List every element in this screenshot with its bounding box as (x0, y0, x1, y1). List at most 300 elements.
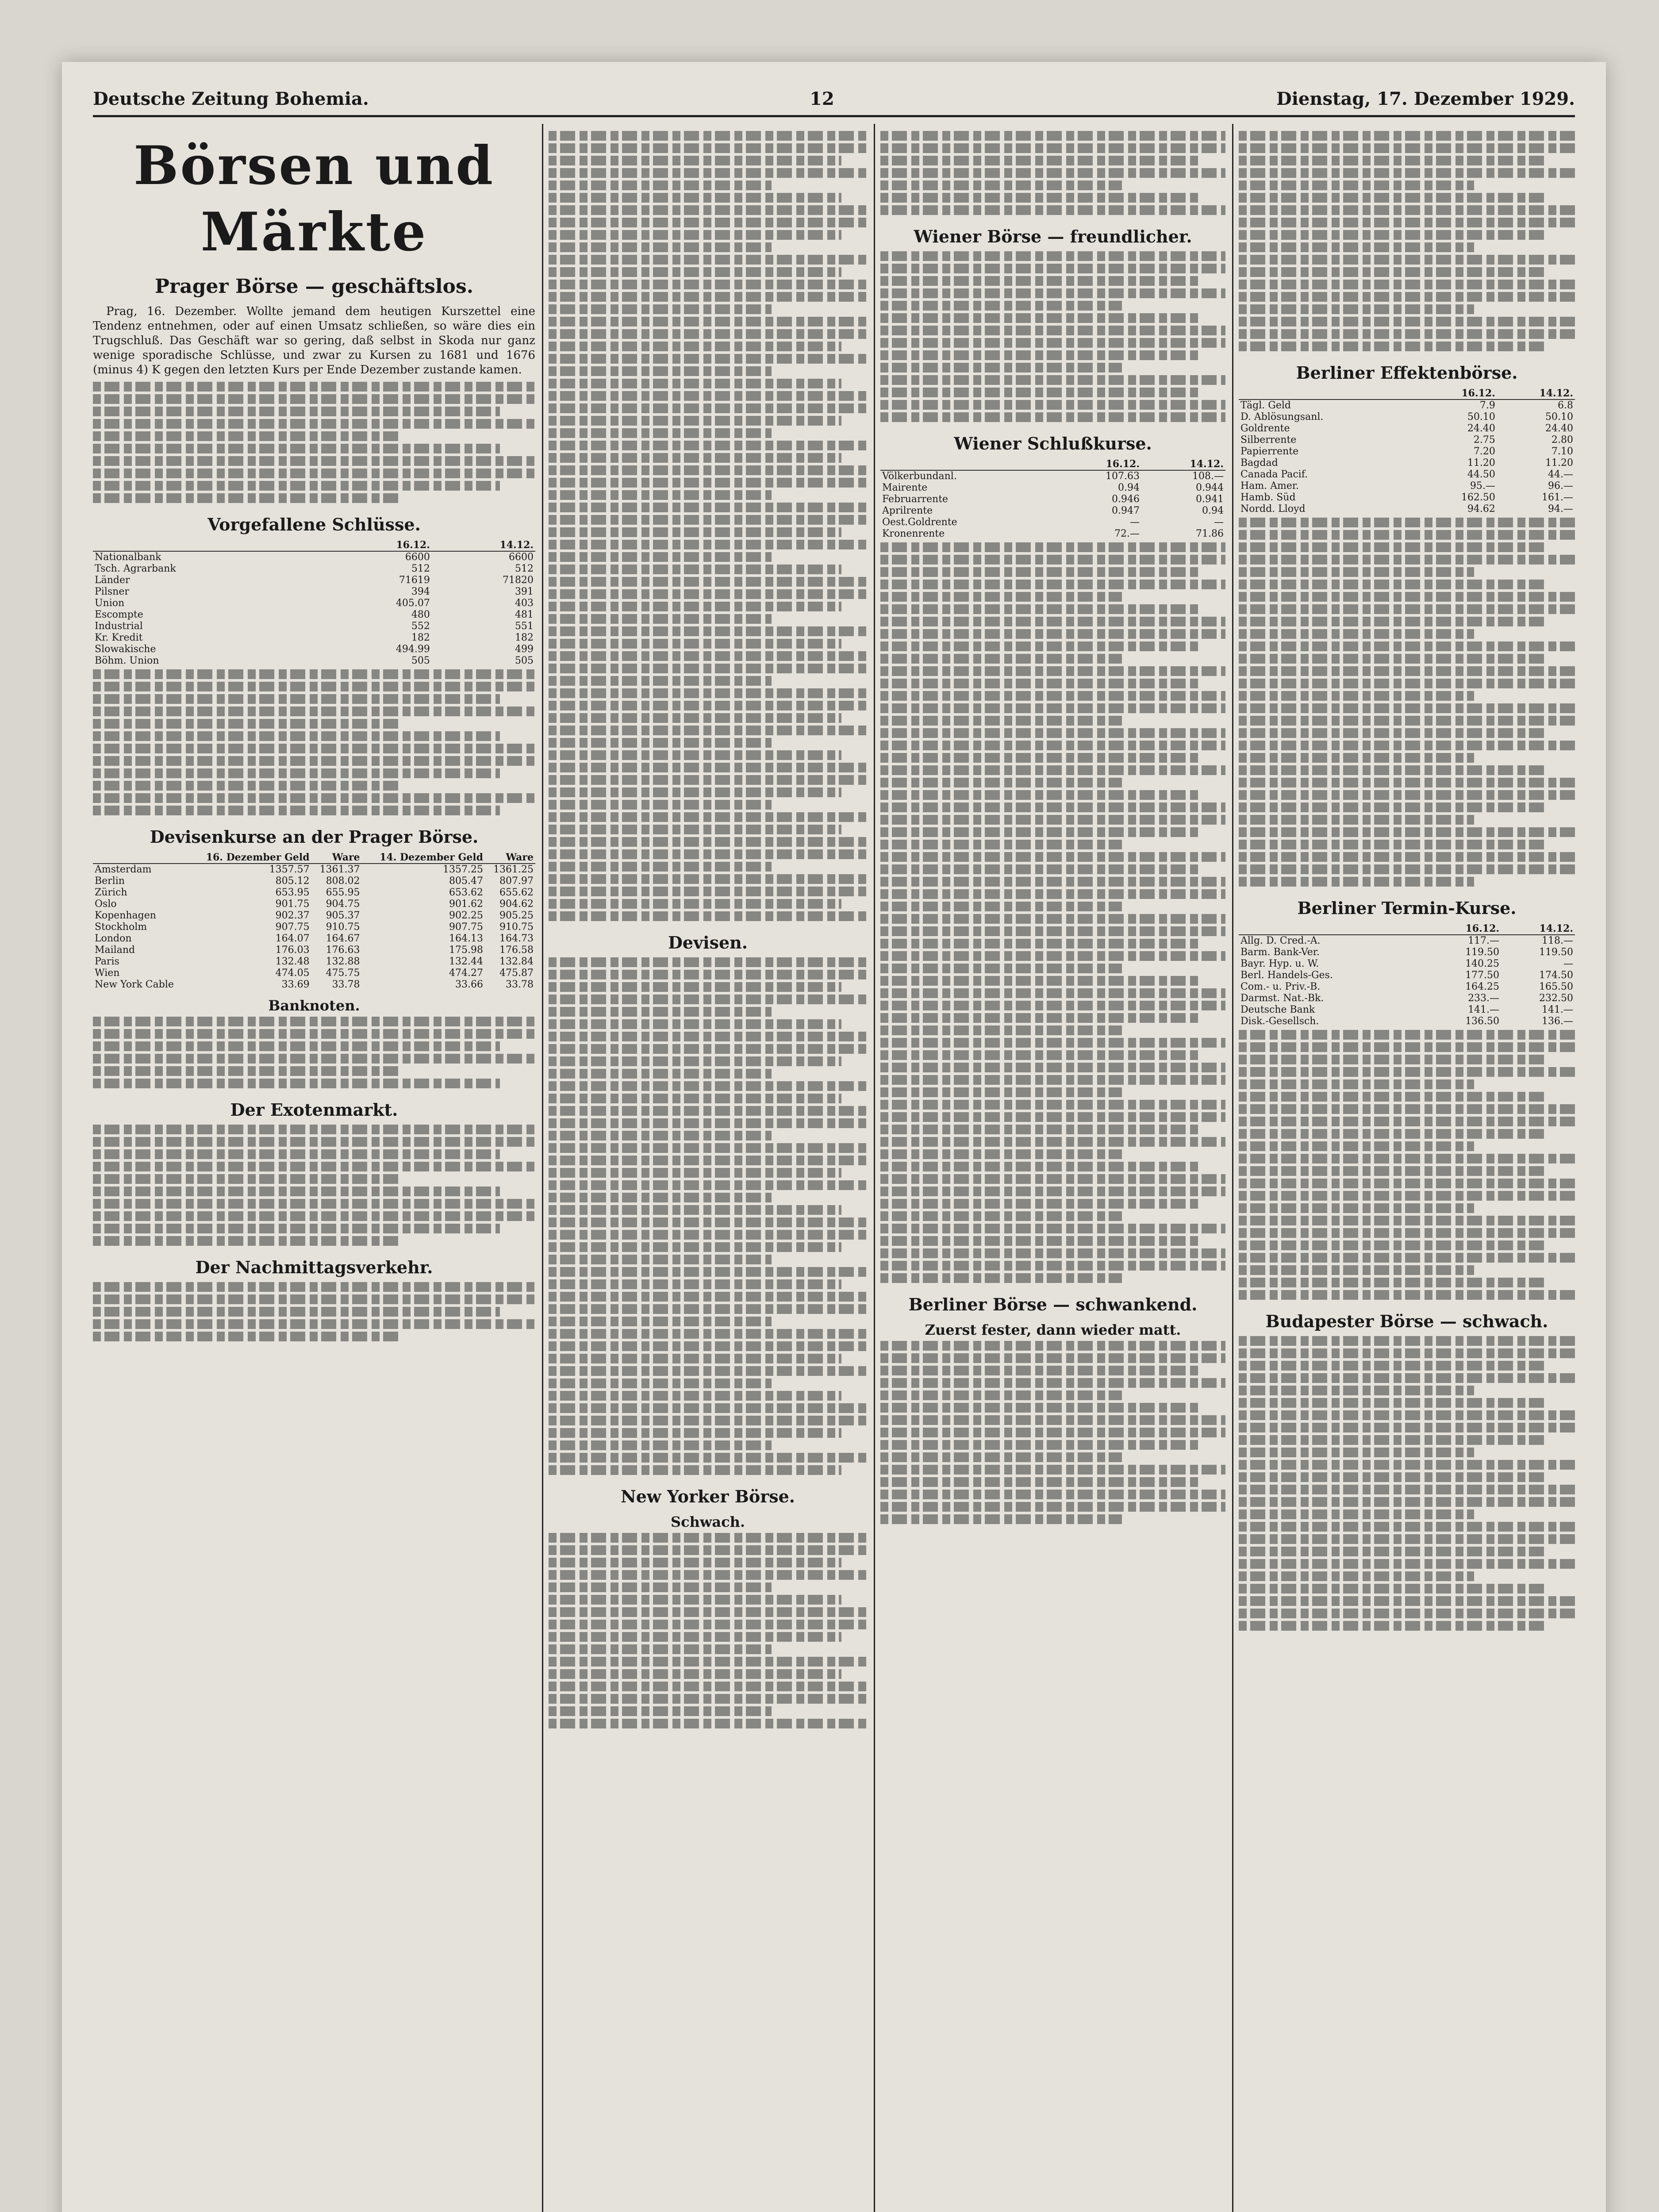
berlin-effects-table (1239, 388, 1575, 515)
text-line (549, 1719, 867, 1728)
table-cell: Berl. Handels-Ges. (1240, 970, 1333, 981)
text-line (1239, 143, 1575, 153)
table-cell: 11.20 (1545, 457, 1573, 469)
text-line (1239, 1398, 1548, 1408)
text-line (549, 957, 867, 967)
text-line (1239, 267, 1548, 277)
table-cell: 805.47 (449, 876, 484, 887)
table-cell: 904.75 (326, 899, 360, 910)
table-cell: Zürich (95, 887, 127, 898)
text-line (1239, 753, 1474, 763)
table-cell: 50.10 (1467, 411, 1495, 422)
text-line (93, 1319, 535, 1329)
text-line (93, 1187, 500, 1196)
text-line (549, 230, 841, 240)
table-row (1239, 935, 1575, 947)
text-line (549, 664, 867, 673)
text-line (93, 1211, 535, 1221)
text-line (93, 1294, 535, 1304)
table-cell: 0.946 (1112, 494, 1140, 505)
table-cell: 474.27 (449, 968, 484, 979)
article-text (93, 382, 535, 503)
text-line (1239, 156, 1548, 165)
text-line (93, 1162, 535, 1171)
text-line (880, 691, 1225, 701)
table-header-cell (1239, 388, 1419, 399)
table-cell: Tsch. Agrarbank (95, 563, 176, 574)
text-line (549, 552, 772, 562)
text-line (549, 280, 867, 289)
text-line (1239, 193, 1548, 203)
table-header-cell: 14.12. (1497, 388, 1575, 399)
text-line (549, 1403, 867, 1413)
text-line (1239, 1203, 1474, 1213)
text-line (549, 428, 772, 438)
text-line (880, 1149, 1122, 1159)
text-line (880, 778, 1122, 787)
table-cell: 176.58 (499, 945, 534, 956)
table-cell: Com.- u. Priv.-B. (1240, 981, 1321, 992)
text-line (880, 1514, 1122, 1524)
text-line (93, 682, 535, 691)
text-line (93, 1236, 403, 1246)
table-cell: Papierrente (1240, 446, 1299, 457)
text-line (880, 914, 1225, 924)
table-cell: 182 (411, 632, 430, 643)
text-line (549, 366, 772, 376)
table-row (93, 586, 535, 598)
table-row (1239, 958, 1575, 970)
text-line (549, 1533, 867, 1543)
text-line (880, 1502, 1225, 1512)
column-divider (542, 124, 543, 2212)
text-line (1239, 1092, 1548, 1102)
text-line (880, 1465, 1225, 1475)
text-line (1239, 666, 1575, 676)
text-line (1239, 1386, 1474, 1395)
text-line (1239, 1373, 1575, 1383)
text-line (1239, 728, 1548, 738)
section-devisen: Devisen. (668, 933, 748, 952)
text-line (1239, 242, 1474, 252)
text-line (880, 1440, 1198, 1450)
table-cell: 94.— (1548, 503, 1573, 515)
table-cell: — (1130, 517, 1140, 528)
table-row (880, 482, 1225, 494)
table-header-cell: 16.12. (328, 539, 432, 551)
table-cell: Allg. D. Cred.-A. (1240, 935, 1321, 946)
table-cell: 6600 (509, 552, 534, 563)
text-line (93, 768, 500, 778)
table-row (1239, 434, 1575, 446)
table-header-cell: 16.12. (1057, 458, 1141, 470)
column-4 (1239, 128, 1575, 2212)
table-cell: 512 (411, 563, 430, 574)
table-cell: 2.80 (1551, 434, 1573, 445)
text-line (880, 156, 1198, 165)
vienna-table (880, 458, 1225, 540)
text-line (880, 864, 1198, 874)
text-line (1239, 342, 1548, 351)
table-cell: 905.37 (326, 910, 360, 921)
text-line (880, 1261, 1225, 1271)
table-row (93, 621, 535, 632)
table-row (93, 910, 535, 922)
table-part (93, 852, 535, 864)
section-banknotes: Banknoten. (268, 997, 360, 1014)
table-cell: 174.50 (1539, 970, 1573, 981)
text-line (880, 1001, 1225, 1010)
text-line (1239, 1497, 1575, 1507)
text-line (1239, 852, 1575, 862)
text-line (880, 666, 1225, 676)
text-line (1239, 840, 1548, 849)
column-2 (549, 128, 867, 2212)
table-cell: London (95, 933, 132, 944)
text-line (1239, 1485, 1575, 1494)
text-line (880, 1162, 1198, 1171)
text-line (880, 288, 1225, 298)
table-cell: 44.— (1548, 469, 1573, 480)
section-berlin-term: Berliner Termin-Kurse. (1297, 898, 1517, 918)
text-line (549, 1440, 772, 1450)
table-row (1239, 492, 1575, 503)
text-line (93, 481, 500, 491)
table-cell: Nordd. Lloyd (1240, 503, 1306, 515)
newyork-subtitle: Schwach. (670, 1513, 745, 1530)
table-cell: 119.50 (1465, 947, 1500, 958)
table-cell: 96.— (1548, 480, 1573, 492)
column-3 (880, 128, 1225, 2212)
text-line (1239, 1191, 1575, 1201)
text-line (1239, 1278, 1548, 1287)
table-cell: 653.62 (449, 887, 484, 898)
text-line (880, 205, 1225, 215)
text-line (880, 728, 1225, 738)
section-budapest: Budapester Börse — schwach. (1265, 1311, 1548, 1331)
text-line (880, 363, 1122, 373)
table-cell: 161.— (1542, 492, 1573, 503)
text-line (880, 741, 1225, 750)
table-cell: Aprilrente (882, 505, 933, 516)
text-line (880, 193, 1198, 203)
text-line (1239, 1423, 1575, 1432)
table-cell: 910.75 (326, 922, 360, 933)
berlin-term-table (1239, 923, 1575, 1027)
table-cell: Oest.Goldrente (882, 517, 957, 528)
text-line (880, 939, 1198, 949)
table-cell: 107.63 (1106, 471, 1140, 482)
text-line (549, 391, 867, 401)
table-cell: 118.— (1542, 935, 1573, 946)
paper-name: Deutsche Zeitung Bohemia. (93, 88, 369, 109)
text-line (880, 592, 1122, 602)
text-line (93, 731, 500, 741)
text-line (880, 840, 1122, 849)
table-cell: Völkerbundanl. (882, 471, 957, 482)
berlin-subtitle: Zuerst fester, dann wieder matt. (925, 1321, 1181, 1338)
table-cell: 176.63 (326, 945, 360, 956)
table-row (880, 528, 1225, 540)
table-cell: 512 (515, 563, 534, 574)
text-line (1239, 1154, 1575, 1164)
text-line (1239, 1240, 1548, 1250)
page-header (93, 88, 1575, 117)
text-line (549, 156, 841, 165)
table-cell: Bagdad (1240, 457, 1278, 469)
table-header-cell: 16.12. (1427, 923, 1501, 935)
text-line (549, 614, 772, 624)
text-line (93, 469, 535, 478)
text-line (1239, 703, 1575, 713)
table-cell: Tägl. Geld (1240, 400, 1291, 411)
text-line (1239, 180, 1474, 190)
text-line (93, 1066, 403, 1076)
text-line (1239, 790, 1575, 800)
text-line (549, 995, 867, 1004)
text-line (880, 1390, 1122, 1400)
table-cell: Länder (95, 575, 130, 586)
text-line (1239, 304, 1474, 314)
text-line (93, 1307, 500, 1317)
table-header-cell: 14.12. (1141, 458, 1225, 470)
table-cell: 182 (515, 632, 534, 643)
text-line (1239, 1104, 1575, 1114)
table-row (1239, 457, 1575, 469)
text-line (880, 388, 1198, 397)
text-line (93, 1054, 535, 1064)
text-line (1239, 1472, 1548, 1482)
text-line (880, 1273, 1122, 1283)
text-line (880, 1452, 1122, 1462)
text-line (1239, 765, 1548, 775)
table-cell: Slowakische (95, 644, 156, 655)
text-line (93, 1079, 500, 1088)
text-line (549, 1255, 772, 1264)
text-line (549, 465, 867, 475)
table-row (1239, 993, 1575, 1004)
closings-table (93, 539, 535, 667)
table-cell: Canada Pacif. (1240, 469, 1308, 480)
text-line (93, 1224, 500, 1233)
text-line (549, 849, 867, 859)
table-row (1239, 503, 1575, 515)
text-line (1239, 1166, 1548, 1176)
text-line (549, 812, 867, 822)
text-line (880, 326, 1225, 335)
text-line (1239, 1609, 1575, 1618)
text-line (93, 493, 403, 503)
text-line (880, 1415, 1225, 1425)
text-line (880, 1013, 1198, 1023)
table-row (1239, 423, 1575, 434)
table-cell: 71820 (503, 575, 534, 586)
text-line (880, 1248, 1225, 1258)
table-cell: 475.87 (499, 968, 534, 979)
table-part (93, 864, 535, 991)
text-line (549, 775, 867, 785)
text-line (880, 251, 1225, 261)
table-cell: Kronenrente (882, 528, 945, 539)
table-cell: D. Ablösungsanl. (1240, 411, 1324, 422)
issue-date: Dienstag, 17. Dezember 1929. (1276, 88, 1575, 109)
table-cell: 165.50 (1539, 981, 1573, 992)
text-line (1239, 1265, 1474, 1275)
table-cell: 904.62 (499, 899, 534, 910)
table-cell: 72.— (1114, 528, 1140, 539)
table-row (93, 876, 535, 887)
text-line (549, 911, 867, 921)
table-cell: 132.44 (449, 956, 484, 967)
table-cell: 175.98 (449, 945, 484, 956)
text-line (880, 313, 1198, 323)
text-line (549, 1428, 841, 1438)
text-line (93, 1041, 500, 1051)
table-cell: 33.78 (332, 979, 360, 990)
text-line (880, 877, 1225, 887)
text-line (549, 970, 867, 979)
table-cell: 481 (515, 609, 534, 620)
text-line (880, 1378, 1225, 1388)
text-line (549, 1582, 772, 1592)
text-line (549, 825, 841, 834)
text-line (549, 1205, 841, 1215)
text-line (1239, 292, 1575, 302)
text-line (549, 403, 867, 413)
table-cell: Mairente (882, 482, 928, 493)
text-line (880, 827, 1198, 837)
table-cell: Februarrente (882, 494, 949, 505)
text-line (880, 703, 1225, 713)
text-line (880, 375, 1225, 385)
table-cell: Silberrente (1240, 434, 1297, 445)
table-cell: Hamb. Süd (1240, 492, 1296, 503)
text-line (549, 726, 867, 735)
text-line (549, 874, 867, 884)
text-line (1239, 1290, 1575, 1300)
table-row (880, 470, 1225, 482)
text-line (880, 338, 1225, 348)
text-line (1239, 280, 1575, 289)
text-line (880, 301, 1122, 311)
text-line (1239, 1129, 1548, 1139)
text-line (549, 1081, 867, 1091)
table-cell: Disk.-Gesellsch. (1240, 1016, 1319, 1027)
text-line (549, 255, 867, 265)
section-prague: Prager Börse — geschäftslos. (154, 275, 474, 298)
text-line (1239, 1361, 1548, 1371)
text-line (549, 441, 867, 450)
text-line (93, 407, 500, 416)
table-cell: Amsterdam (95, 864, 152, 875)
text-line (93, 444, 500, 453)
column-divider (1232, 124, 1233, 2212)
text-line (1239, 778, 1575, 787)
text-line (880, 1050, 1198, 1060)
table-header-cell (93, 852, 188, 864)
text-line (880, 803, 1225, 812)
table-part (880, 470, 1225, 540)
text-line (880, 1137, 1225, 1147)
text-line (880, 1236, 1198, 1246)
table-row (93, 979, 535, 991)
table-row (1239, 947, 1575, 958)
table-cell: 44.50 (1467, 469, 1495, 480)
table-cell: Pilsner (95, 586, 129, 597)
table-row (93, 644, 535, 655)
text-line (880, 580, 1225, 589)
table-header-cell: Ware (485, 852, 535, 864)
text-line (1239, 827, 1575, 837)
table-cell: 164.73 (499, 933, 534, 944)
table-cell: 177.50 (1465, 970, 1500, 981)
table-row (1239, 1004, 1575, 1016)
text-line (1239, 131, 1575, 141)
text-line (880, 951, 1225, 961)
table-cell: 162.50 (1461, 492, 1495, 503)
text-line (1239, 617, 1548, 626)
text-line (1239, 741, 1575, 750)
text-line (880, 964, 1122, 973)
text-line (549, 1354, 841, 1363)
text-line (880, 555, 1225, 565)
text-line (93, 719, 403, 729)
table-cell: 0.947 (1112, 505, 1140, 516)
text-line (549, 1607, 867, 1617)
text-line (93, 694, 500, 704)
text-line (549, 713, 841, 723)
table-row (1239, 411, 1575, 423)
table-cell: Kr. Kredit (95, 632, 143, 643)
text-line (549, 1168, 841, 1178)
text-line (93, 744, 535, 753)
table-cell: Goldrente (1240, 423, 1290, 434)
table-cell: 905.25 (499, 910, 534, 921)
text-line (880, 1100, 1225, 1110)
text-line (1239, 1509, 1474, 1519)
table-cell: Wien (95, 968, 120, 979)
table-cell: 480 (411, 609, 430, 620)
text-line (880, 1341, 1225, 1351)
table-row (93, 598, 535, 609)
text-line (880, 629, 1225, 639)
text-line (549, 218, 867, 227)
table-cell: 901.75 (275, 899, 310, 910)
table-row (93, 887, 535, 899)
section-exotic: Der Exotenmarkt. (230, 1100, 398, 1120)
table-cell: 805.12 (275, 876, 310, 887)
table-cell: 164.67 (326, 933, 360, 944)
text-line (1239, 1584, 1548, 1594)
table-row (880, 505, 1225, 517)
table-cell: 475.75 (326, 968, 360, 979)
table-cell: 807.97 (499, 876, 534, 887)
text-line (1239, 1348, 1575, 1358)
text-line (549, 1180, 867, 1190)
text-line (880, 753, 1198, 763)
text-line (1239, 1559, 1575, 1569)
text-line (549, 1193, 772, 1202)
text-line (549, 837, 867, 847)
text-line (549, 1131, 772, 1141)
text-line (549, 565, 841, 574)
table-row (93, 563, 535, 575)
text-line (549, 626, 867, 636)
text-line (1239, 1460, 1575, 1470)
text-line (880, 168, 1225, 178)
text-line (549, 1379, 772, 1388)
table-row (93, 968, 535, 979)
